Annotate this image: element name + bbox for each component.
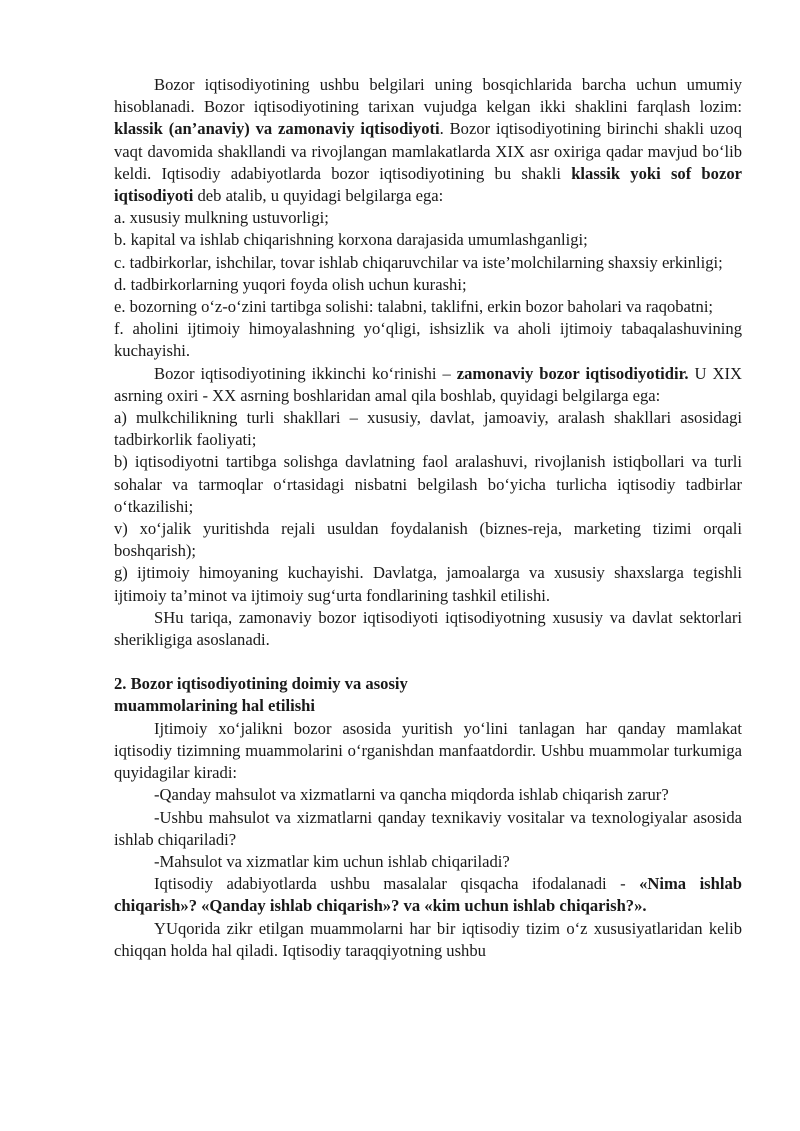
document-page (114, 74, 742, 962)
paragraph-summary: Iqtisodiy adabiyotlarda ushbu masalalar qisqacha ifodalanadi - «Nima ishlab chiqarish»? «Qanday ishlab chiqarish»? va «kim uchun ishlab chiqarish?». (114, 874, 742, 916)
list-item: c. tadbirkorlar, ishchilar, tovar ishlab chiqaruvchilar va iste’molchilarning shaxsiy erkinligi; (114, 252, 723, 272)
list-item: e. bozorning o‘z-o‘zini tartibga solishi: talabni, taklifni, erkin bozor baholari va raqobatni; (114, 297, 714, 317)
list-item: f. aholini ijtimoiy himoyalashning yo‘qligi, ishsizlik va aholi ijtimoiy tabaqalashuvining kuchayishi. (114, 319, 742, 361)
list-item: v) xo‘jalik yuritishda rejali usuldan foydalanish (biznes-reja, marketing tizimi orqali boshqarish); (114, 519, 742, 561)
list-item: a. xususiy mulkning ustuvorligi; (114, 208, 329, 228)
list-item: g) ijtimoiy himoyaning kuchayishi. Davlatga, jamoalarga va xususiy shaxslarga tegishli ijtimoiy ta’minot va ijtimoiy sug‘urta fondlarining tashkil etilishi. (114, 563, 742, 605)
bold-questions: «Nima ishlab chiqarish»? «Qanday ishlab chiqarish»? va «kim uchun ishlab chiqarish?». (114, 874, 742, 916)
paragraph-intro: Bozor iqtisodiyotining ushbu belgilari uning bosqichlarida barcha uchun umumiy hisoblanadi. Bozor iqtisodiyotining tarixan vujudga kelgan ikki shaklini farqlash lozim: klassik (an’anaviy) va zamonaviy iqtisodiyoti. Bozor iqtisodiyotining birinchi shakli uzoq vaqt davomida shakllandi va rivojlangan mamlakatlarda XIX asr oxiriga qadar mavjud bo‘lib keldi. Iqtisodiy adabiyotlarda bozor iqtisodiyotining bu shakli klassik yoki sof bozor iqtisodiyoti deb atalib, u quyidagi belgilarga ega: (114, 75, 742, 206)
question-item: -Mahsulot va xizmatlar kim uchun ishlab chiqariladi? (154, 851, 510, 871)
section-heading-line1: 2. Bozor iqtisodiyotining doimiy va asosiy (114, 674, 408, 694)
paragraph-problems: Ijtimoiy xo‘jalikni bozor asosida yuritish yo‘lini tanlagan har qanday mamlakat iqtisodiy tizimning muammolarini o‘rganishdan manfaatdordir. Ushbu muammolar turkumiga quyidagilar kiradi: (114, 718, 742, 783)
list-item: a) mulkchilikning turli shakllari – xususiy, davlat, jamoaviy, aralash shakllari asosidagi tadbirkorlik faoliyati; (114, 408, 742, 450)
list-item: b) iqtisodiyotni tartibga solishga davlatning faol aralashuvi, rivojlanish istiqbollari va turli sohalar va tarmoqlar o‘rtasidagi nisbatni belgilash bo‘yicha turlicha iqtisodiy tadbirlar o‘tkazilishi; (114, 452, 742, 516)
paragraph-final: YUqorida zikr etilgan muammolarni har bir iqtisodiy tizim o‘z xususiyatlaridan kelib chiqqan holda hal qiladi. Iqtisodiy taraqqiyotning ushbu (114, 918, 742, 960)
section-heading-line2: muammolarining hal etilishi (114, 696, 315, 716)
question-item: -Ushbu mahsulot va xizmatlarni qanday texnikaviy vositalar va texnologiyalar asosida ishlab chiqariladi? (114, 807, 742, 849)
section-gap (114, 651, 742, 673)
bold-term-forms: klassik (an’anaviy) va zamonaviy iqtisodiyoti (114, 119, 440, 139)
question-item: -Qanday mahsulot va xizmatlarni va qancha miqdorda ishlab chiqarish zarur? (154, 785, 669, 805)
bold-term-modern: zamonaviy bozor iqtisodiyotidir. (456, 363, 689, 383)
bold-term-classic: klassik yoki sof bozor iqtisodiyoti (114, 163, 742, 206)
paragraph-conclusion: SHu tariqa, zamonaviy bozor iqtisodiyoti iqtisodiyotning xususiy va davlat sektorlari sherikligiga asoslanadi. (114, 607, 742, 650)
list-item: d. tadbirkorlarning yuqori foyda olish uchun kurashi; (114, 274, 467, 294)
paragraph-modern: Bozor iqtisodiyotining ikkinchi ko‘rinishi – zamonaviy bozor iqtisodiyotidir. U XIX asrning oxiri - XX asrning boshlaridan amal qila boshlab, quyidagi belgilarga ega: (114, 363, 742, 405)
list-item: b. kapital va ishlab chiqarishning korxona darajasida umumlashganligi; (114, 230, 588, 250)
